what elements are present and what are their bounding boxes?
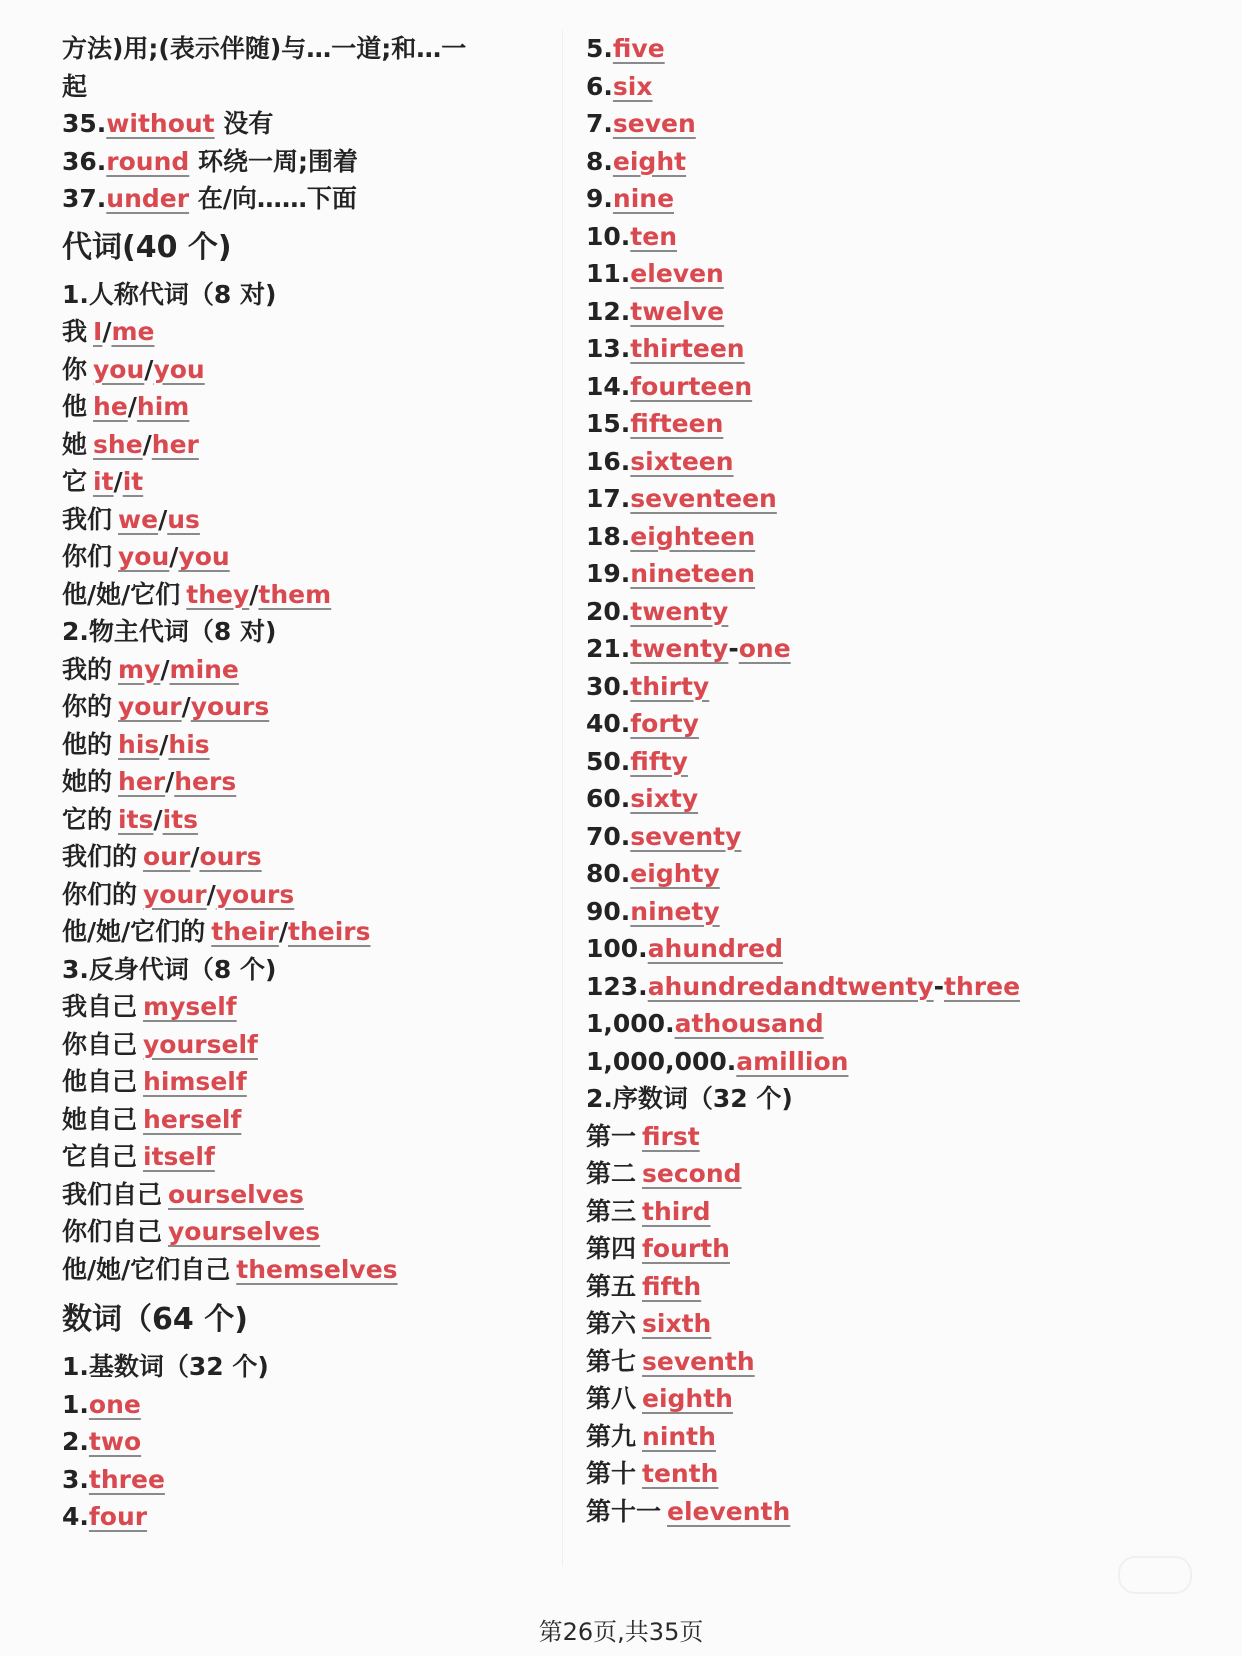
list-item: 它 it/it (62, 467, 144, 496)
item-number: 14. (586, 371, 631, 401)
list-item (586, 1118, 1206, 1156)
subsection-heading: 1.人称代词（8 对) (62, 279, 277, 309)
answer-word: myself (143, 992, 237, 1021)
list-item: 36.round 环绕一周;围着 (62, 146, 359, 176)
chinese-label: 第五 (586, 1271, 637, 1301)
pair-list (62, 313, 562, 613)
list-item (586, 443, 1206, 481)
chinese-label: 我的 (62, 654, 113, 684)
list-item (586, 1305, 1206, 1343)
list-item (586, 480, 1206, 518)
chinese-label: 第十 (586, 1459, 637, 1488)
answer-word: athousand (674, 1009, 824, 1038)
list-item: 37.under 在/向……下面 (62, 184, 357, 213)
answer-word: my (118, 654, 161, 684)
answer-word: they (186, 579, 250, 609)
answer-word: thirteen (630, 334, 745, 363)
answer-word: she (93, 429, 143, 459)
answer-word: yourselves (168, 1217, 321, 1246)
answer-word: himself (143, 1067, 247, 1096)
answer-word: themselves (236, 1254, 398, 1284)
list-item (586, 1455, 1206, 1493)
list-item (62, 1026, 562, 1064)
list-item (586, 180, 1206, 218)
answer-word: without (106, 109, 215, 138)
answer-word: his (118, 729, 160, 759)
list-item: 她 she/her (62, 429, 199, 459)
intro-line: 起 (62, 71, 88, 101)
list-item (586, 1268, 1206, 1306)
answer-word: ninth (642, 1421, 716, 1451)
item-number: 4. (62, 1502, 89, 1531)
answer-word: eighth (642, 1384, 733, 1413)
pair-list (62, 651, 562, 951)
list-item (586, 368, 1206, 406)
answer-word: twenty (630, 596, 729, 626)
number-list (586, 668, 1206, 968)
answer-word: your (118, 692, 182, 721)
item-number: 40. (586, 709, 631, 738)
list-item (586, 143, 1206, 181)
list-item: 你们 you/you (62, 542, 230, 571)
list-item (62, 1251, 562, 1289)
list-item (586, 330, 1206, 368)
answer-word: it (122, 467, 144, 496)
list-item: 你 you/you (62, 354, 205, 384)
list-item (586, 855, 1206, 893)
answer-word: yours (190, 692, 270, 721)
item-number: 5. (586, 34, 613, 63)
page-footer: 第26页,共35页 (538, 1618, 704, 1646)
chinese-label: 他/她/它们自己 (62, 1254, 231, 1284)
subsection-heading: 2.序数词（32 个) (586, 1084, 793, 1113)
answer-word: their (211, 917, 279, 946)
item-number: 20. (586, 596, 631, 626)
section-heading: 代词(40 个) (62, 229, 232, 265)
answer-word: eight (612, 146, 687, 176)
answer-word: three (88, 1464, 165, 1494)
list-item (586, 780, 1206, 818)
answer-word: amillion (736, 1046, 849, 1076)
answer-word: yourself (143, 1029, 258, 1059)
answer-word: theirs (288, 917, 371, 946)
list-item: 它的 its/its (62, 804, 198, 834)
chinese-label: 它 (62, 467, 88, 496)
answer-word: hers (174, 767, 237, 796)
answer-word: sixth (642, 1309, 712, 1338)
item-number: 1,000. (586, 1009, 675, 1038)
answer-word: seventeen (630, 484, 777, 513)
chinese-label: 第八 (586, 1384, 637, 1413)
answer-word: ahundredandtwenty (647, 971, 934, 1001)
word-list (586, 1118, 1206, 1531)
answer-word: six (612, 71, 653, 101)
list-item (586, 1230, 1206, 1268)
item-number: 1. (62, 1389, 89, 1419)
list-item (586, 930, 1206, 968)
answer-word: seven (612, 109, 696, 138)
item-number: 19. (586, 559, 631, 588)
answer-word: I (93, 317, 103, 346)
answer-word: seventh (642, 1346, 755, 1376)
item-number: 18. (586, 521, 631, 551)
number-list (586, 30, 1206, 630)
answer-word: third (642, 1196, 711, 1226)
number-list (62, 1386, 562, 1536)
answer-word: forty (630, 709, 699, 738)
chinese-label: 他/她/它们 (62, 579, 181, 609)
chinese-label: 我自己 (62, 992, 138, 1021)
chinese-label: 第九 (586, 1421, 637, 1451)
list-item: 你的 your/yours (62, 692, 270, 721)
list-item (586, 1343, 1206, 1381)
answer-word: we (118, 504, 159, 534)
list-item (62, 1176, 562, 1214)
answer-word: its (162, 804, 198, 834)
prep-list (62, 105, 562, 218)
chinese-label: 你自己 (62, 1029, 138, 1059)
answer-word: your (143, 879, 207, 909)
list-item: 我的 my/mine (62, 654, 239, 684)
item-number: 11. (586, 259, 631, 288)
answer-word: fourth (642, 1234, 730, 1263)
answer-word: nineteen (630, 559, 756, 588)
chinese-label: 你们 (62, 542, 113, 571)
item-number: 60. (586, 784, 631, 813)
answer-word: twelve (630, 296, 725, 326)
chinese-label: 他的 (62, 729, 113, 759)
chinese-label: 我们自己 (62, 1179, 163, 1209)
answer-word: ours (199, 842, 262, 871)
list-item: 我们 we/us (62, 504, 200, 534)
list-item (586, 1380, 1206, 1418)
item-number: 6. (586, 71, 613, 101)
answer-word: fifteen (630, 409, 724, 438)
item-number: 1,000,000. (586, 1046, 737, 1076)
answer-word: them (258, 579, 332, 609)
chinese-label: 第二 (586, 1159, 637, 1188)
answer-word: you (153, 354, 205, 384)
list-item: 35.without 没有 (62, 109, 274, 138)
right-column (586, 30, 1206, 1530)
list-item (62, 1498, 562, 1536)
list-item (586, 668, 1206, 706)
chinese-label: 你们自己 (62, 1217, 163, 1246)
item-number: 50. (586, 746, 631, 776)
item-number: 3. (62, 1464, 89, 1494)
list-item (586, 218, 1206, 256)
list-item (62, 1461, 562, 1499)
chinese-label: 它的 (62, 804, 113, 834)
answer-word: me (111, 317, 155, 346)
list-item (586, 818, 1206, 856)
column-divider (562, 30, 563, 1566)
answer-word: four (88, 1502, 148, 1531)
chinese-label: 她 (62, 429, 88, 459)
list-item (62, 1213, 562, 1251)
item-number: 70. (586, 821, 631, 851)
item-number: 9. (586, 184, 613, 213)
answer-word: thirty (630, 671, 710, 701)
item-number: 16. (586, 446, 631, 476)
chinese-label: 第六 (586, 1309, 637, 1338)
list-item: 他的 his/his (62, 729, 210, 759)
list-item (62, 1386, 562, 1424)
list-item (586, 255, 1206, 293)
chinese-label: 她自己 (62, 1104, 138, 1134)
answer-word: one (88, 1389, 141, 1419)
list-item (586, 893, 1206, 931)
item-number: 10. (586, 221, 631, 251)
answer-word: ninety (630, 896, 720, 926)
item-number: 12. (586, 296, 631, 326)
item-number: 80. (586, 859, 631, 888)
chinese-label: 第三 (586, 1196, 637, 1226)
chinese-label: 它自己 (62, 1142, 138, 1171)
list-item (62, 1138, 562, 1176)
chinese-label: 我们 (62, 504, 113, 534)
item-number: 7. (586, 109, 613, 138)
answer-word: its (118, 804, 154, 834)
item-number: 2. (62, 1427, 89, 1456)
answer-word: eleven (630, 259, 724, 288)
answer-word: ahundred (647, 934, 784, 963)
answer-word: one (738, 634, 791, 663)
answer-word: fifty (630, 746, 688, 776)
answer-word: eleventh (667, 1496, 791, 1526)
list-item: 你们的 your/yours (62, 879, 295, 909)
list-item (586, 1493, 1206, 1531)
list-item (586, 405, 1206, 443)
answer-word: her (151, 429, 199, 459)
answer-word: it (93, 467, 114, 496)
item-number: 17. (586, 484, 631, 513)
answer-word: he (93, 392, 128, 421)
list-item (586, 1155, 1206, 1193)
item-number: 100. (586, 934, 648, 963)
chinese-label: 第四 (586, 1234, 637, 1263)
answer-word: yours (215, 879, 295, 909)
list-item (586, 743, 1206, 781)
answer-word: first (642, 1121, 700, 1151)
list-item: 他/她/它们的 their/theirs (62, 917, 371, 946)
answer-word: you (178, 542, 230, 571)
answer-word: fourteen (630, 371, 753, 401)
intro-line: 方法)用;(表示伴随)与…一道;和…一 (62, 34, 467, 63)
item-number: 15. (586, 409, 631, 438)
section-heading: 数词（64 个) (62, 1302, 248, 1337)
chinese-label: 我 (62, 317, 88, 346)
answer-word: herself (143, 1104, 242, 1134)
answer-word: eighty (630, 859, 720, 888)
list-item: 他 he/him (62, 392, 190, 421)
answer-word: ten (630, 221, 678, 251)
subsection-heading: 2.物主代词（8 对) (62, 617, 277, 646)
chinese-label: 她的 (62, 767, 113, 796)
subsection-heading: 1.基数词（32 个) (62, 1352, 269, 1381)
list-item (62, 1423, 562, 1461)
answer-word: three (944, 971, 1021, 1001)
list-item: 21.twenty-one (586, 634, 791, 663)
number-list (586, 1005, 1206, 1080)
answer-word: sixty (630, 784, 699, 813)
list-item (586, 555, 1206, 593)
chinese-label: 他 (62, 392, 88, 421)
answer-word: tenth (642, 1459, 719, 1488)
list-item (586, 105, 1206, 143)
item-number: 13. (586, 334, 631, 363)
answer-word: her (118, 767, 166, 796)
chinese-label: 他自己 (62, 1067, 138, 1096)
item-number: 8. (586, 146, 613, 176)
list-item: 我们的 our/ours (62, 842, 262, 871)
answer-word: two (88, 1427, 142, 1456)
answer-word: eighteen (630, 521, 756, 551)
chinese-label: 第十一 (586, 1496, 662, 1526)
list-item (62, 1101, 562, 1139)
answer-word: nine (612, 184, 675, 213)
answer-word: his (168, 729, 210, 759)
chinese-label: 第七 (586, 1346, 637, 1376)
list-item: 他/她/它们 they/them (62, 579, 332, 609)
answer-word: mine (169, 654, 239, 684)
list-item: 她的 her/hers (62, 767, 237, 796)
answer-word: five (612, 34, 665, 63)
list-item: 123.ahundredandtwenty-three (586, 971, 1021, 1001)
chinese-label: 你们的 (62, 879, 138, 909)
list-item (586, 593, 1206, 631)
list-item (586, 1418, 1206, 1456)
list-item (586, 68, 1206, 106)
list-item (586, 518, 1206, 556)
word-list (62, 988, 562, 1288)
answer-word: ourselves (168, 1179, 304, 1209)
chinese-label: 你的 (62, 692, 113, 721)
answer-word: seventy (630, 821, 742, 851)
answer-word: twenty (630, 634, 729, 663)
answer-word: fifth (642, 1271, 702, 1301)
answer-word: under (106, 184, 190, 213)
list-item (586, 1005, 1206, 1043)
answer-word: second (642, 1159, 742, 1188)
answer-word: you (118, 542, 170, 571)
chinese-label: 他/她/它们的 (62, 917, 206, 946)
item-number: 30. (586, 671, 631, 701)
chinese-label: 第一 (586, 1121, 637, 1151)
watermark-logo (1118, 1556, 1192, 1594)
list-item (586, 1043, 1206, 1081)
chinese-label: 你 (62, 354, 88, 384)
answer-word: you (93, 354, 145, 384)
list-item (586, 1193, 1206, 1231)
answer-word: our (143, 842, 191, 871)
list-item (586, 705, 1206, 743)
list-item (586, 30, 1206, 68)
subsection-heading: 3.反身代词（8 个) (62, 954, 277, 984)
list-item: 我 I/me (62, 317, 155, 346)
answer-word: sixteen (630, 446, 734, 476)
list-item (586, 293, 1206, 331)
answer-word: us (167, 504, 200, 534)
item-number: 90. (586, 896, 631, 926)
answer-word: round (106, 146, 190, 176)
answer-word: itself (143, 1142, 215, 1171)
answer-word: him (136, 392, 190, 421)
list-item (62, 988, 562, 1026)
chinese-label: 我们的 (62, 842, 138, 871)
left-column (62, 30, 562, 1536)
list-item (62, 1063, 562, 1101)
